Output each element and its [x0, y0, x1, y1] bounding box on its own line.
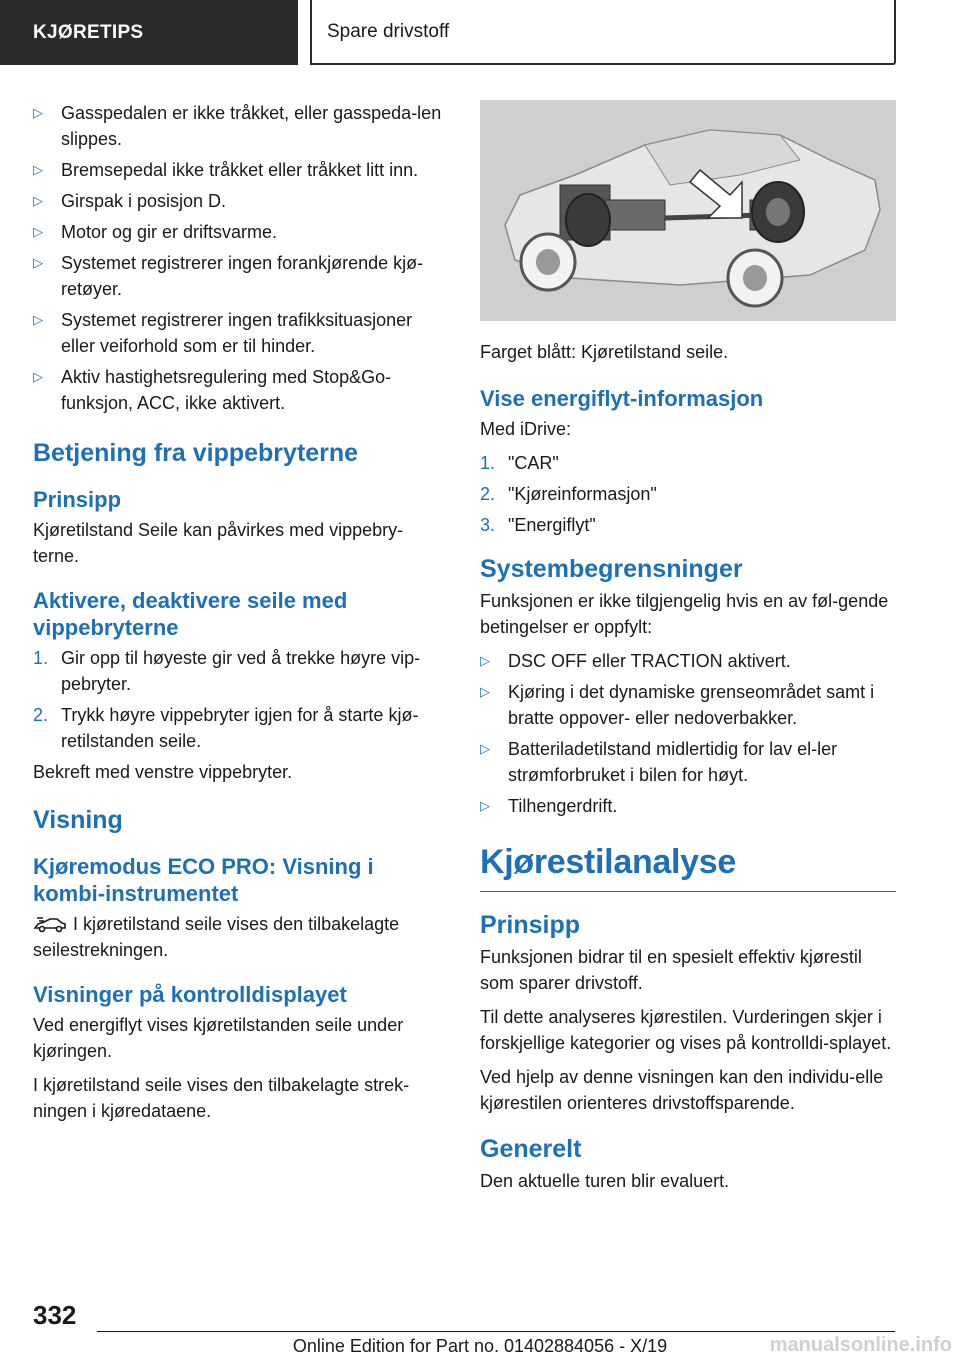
paragraph-kjoremodus: I kjøretilstand seile vises den tilbakelagte seilestrekningen. — [33, 914, 400, 960]
paragraph-system: Funksjonen er ikke tilgjengelig hvis en av føl-gende betingelser er oppfylt: — [480, 591, 889, 637]
list-item: ▷ Motor og gir er driftsvarme. — [33, 219, 449, 245]
heading-generelt: Generelt — [480, 1135, 582, 1163]
paragraph-analyse: Til dette analyseres kjørestilen. Vurderingen skjer i forskjellige kategorier og vises på kontrolldi-splayet. — [480, 1007, 892, 1053]
triangle-bullet-icon: ▷ — [33, 105, 43, 120]
footer-divider — [97, 1331, 895, 1332]
list-item: ▷ Batteriladetilstand midlertidig for lav el-ler strømforbruket i bilen for høyt. — [480, 736, 896, 788]
heading-prinsipp: Prinsipp — [33, 487, 122, 512]
paragraph-idrive: Med iDrive: — [480, 419, 572, 439]
page-number: 332 — [33, 1300, 77, 1330]
heading-aktivere: Aktivere, deaktivere seile med vippebryterne — [33, 588, 348, 640]
paragraph-generelt: Den aktuelle turen blir evaluert. — [480, 1171, 730, 1191]
heading-systembegrensninger: Systembegrensninger — [480, 555, 743, 583]
heading-vise: Vise energiflyt-informasjon — [480, 386, 764, 411]
list-item: ▷ Girspak i posisjon D. — [33, 188, 449, 214]
heading-kjoremodus: Kjøremodus ECO PRO: Visning i kombi-instrumentet — [33, 854, 374, 906]
list-item: ▷ Systemet registrerer ingen forankjørende kjø-retøyer. — [33, 250, 449, 302]
section-title: KJØRETIPS — [33, 21, 144, 43]
watermark: manualsonline.info — [769, 1334, 952, 1356]
car-drivetrain-illustration — [480, 100, 896, 321]
triangle-bullet-icon: ▷ — [480, 798, 490, 813]
heading-visning: Visning — [33, 806, 123, 834]
triangle-bullet-icon: ▷ — [33, 255, 43, 270]
right-column — [480, 100, 896, 1202]
heading-kjorestilanalyse: Kjørestilanalyse — [480, 841, 896, 892]
conditions-list — [33, 100, 449, 416]
list-item: ▷ Gasspedalen er ikke tråkket, eller gasspeda-len slippes. — [33, 100, 449, 152]
left-column — [33, 100, 449, 1132]
paragraph-prinsipp-2: Funksjonen bidrar til en spesielt effektiv kjørestil som sparer drivstoff. — [480, 947, 862, 993]
triangle-bullet-icon: ▷ — [480, 684, 490, 699]
paragraph-hjelp: Ved hjelp av denne visningen kan den individu-elle kjørestilen orienteres drivstoffsparende. — [480, 1067, 884, 1113]
heading-prinsipp-2: Prinsipp — [480, 911, 581, 939]
heading-visninger: Visninger på kontrolldisplayet — [33, 982, 347, 1007]
list-item: 2. "Kjøreinformasjon" — [480, 484, 657, 504]
list-item: 1. "CAR" — [480, 453, 559, 473]
sailing-car-icon — [33, 915, 67, 933]
section-tab — [0, 0, 298, 65]
chapter-title: Spare drivstoff — [327, 20, 450, 42]
heading-betjening: Betjening fra vippebryterne — [33, 439, 359, 467]
chapter-tab — [310, 0, 896, 65]
list-item: ▷ Kjøring i det dynamiske grenseområdet samt i bratte oppover- eller nedoverbakker. — [480, 679, 896, 731]
menu-steps-list — [480, 450, 896, 538]
paragraph-prinsipp: Kjøretilstand Seile kan påvirkes med vippebry-terne. — [33, 520, 404, 566]
figure-caption: Farget blått: Kjøretilstand seile. — [480, 342, 729, 362]
limits-list — [480, 648, 896, 819]
triangle-bullet-icon: ▷ — [480, 741, 490, 756]
list-item: ▷ Tilhengerdrift. — [480, 793, 896, 819]
paragraph-visninger-2: I kjøretilstand seile vises den tilbakelagte strek-ningen i kjøredataene. — [33, 1075, 410, 1121]
triangle-bullet-icon: ▷ — [33, 369, 43, 384]
list-item: 1. Gir opp til høyeste gir ved å trekke høyre vip-pebryter. — [33, 648, 421, 694]
car-figure — [480, 100, 896, 321]
list-item: ▷ Systemet registrerer ingen trafikksituasjoner eller veiforhold som er til hinder. — [33, 307, 449, 359]
triangle-bullet-icon: ▷ — [33, 312, 43, 327]
triangle-bullet-icon: ▷ — [480, 653, 490, 668]
paragraph-bekreft: Bekreft med venstre vippebryter. — [33, 762, 293, 782]
triangle-bullet-icon: ▷ — [33, 193, 43, 208]
triangle-bullet-icon: ▷ — [33, 224, 43, 239]
list-item: ▷ Aktiv hastighetsregulering med Stop&Go-funksjon, ACC, ikke aktivert. — [33, 364, 449, 416]
triangle-bullet-icon: ▷ — [33, 162, 43, 177]
list-item: 3. "Energiflyt" — [480, 515, 596, 535]
paragraph-visninger-1: Ved energiflyt vises kjøretilstanden seile under kjøringen. — [33, 1015, 404, 1061]
list-item: ▷ Bremsepedal ikke tråkket eller tråkket litt inn. — [33, 157, 449, 183]
list-item: ▷ DSC OFF eller TRACTION aktivert. — [480, 648, 896, 674]
list-item: 2. Trykk høyre vippebryter igjen for å starte kjø-retilstanden seile. — [33, 705, 419, 751]
steps-list — [33, 645, 449, 754]
edition-text: Online Edition for Part no. 01402884056 - X/19 — [292, 1336, 668, 1356]
